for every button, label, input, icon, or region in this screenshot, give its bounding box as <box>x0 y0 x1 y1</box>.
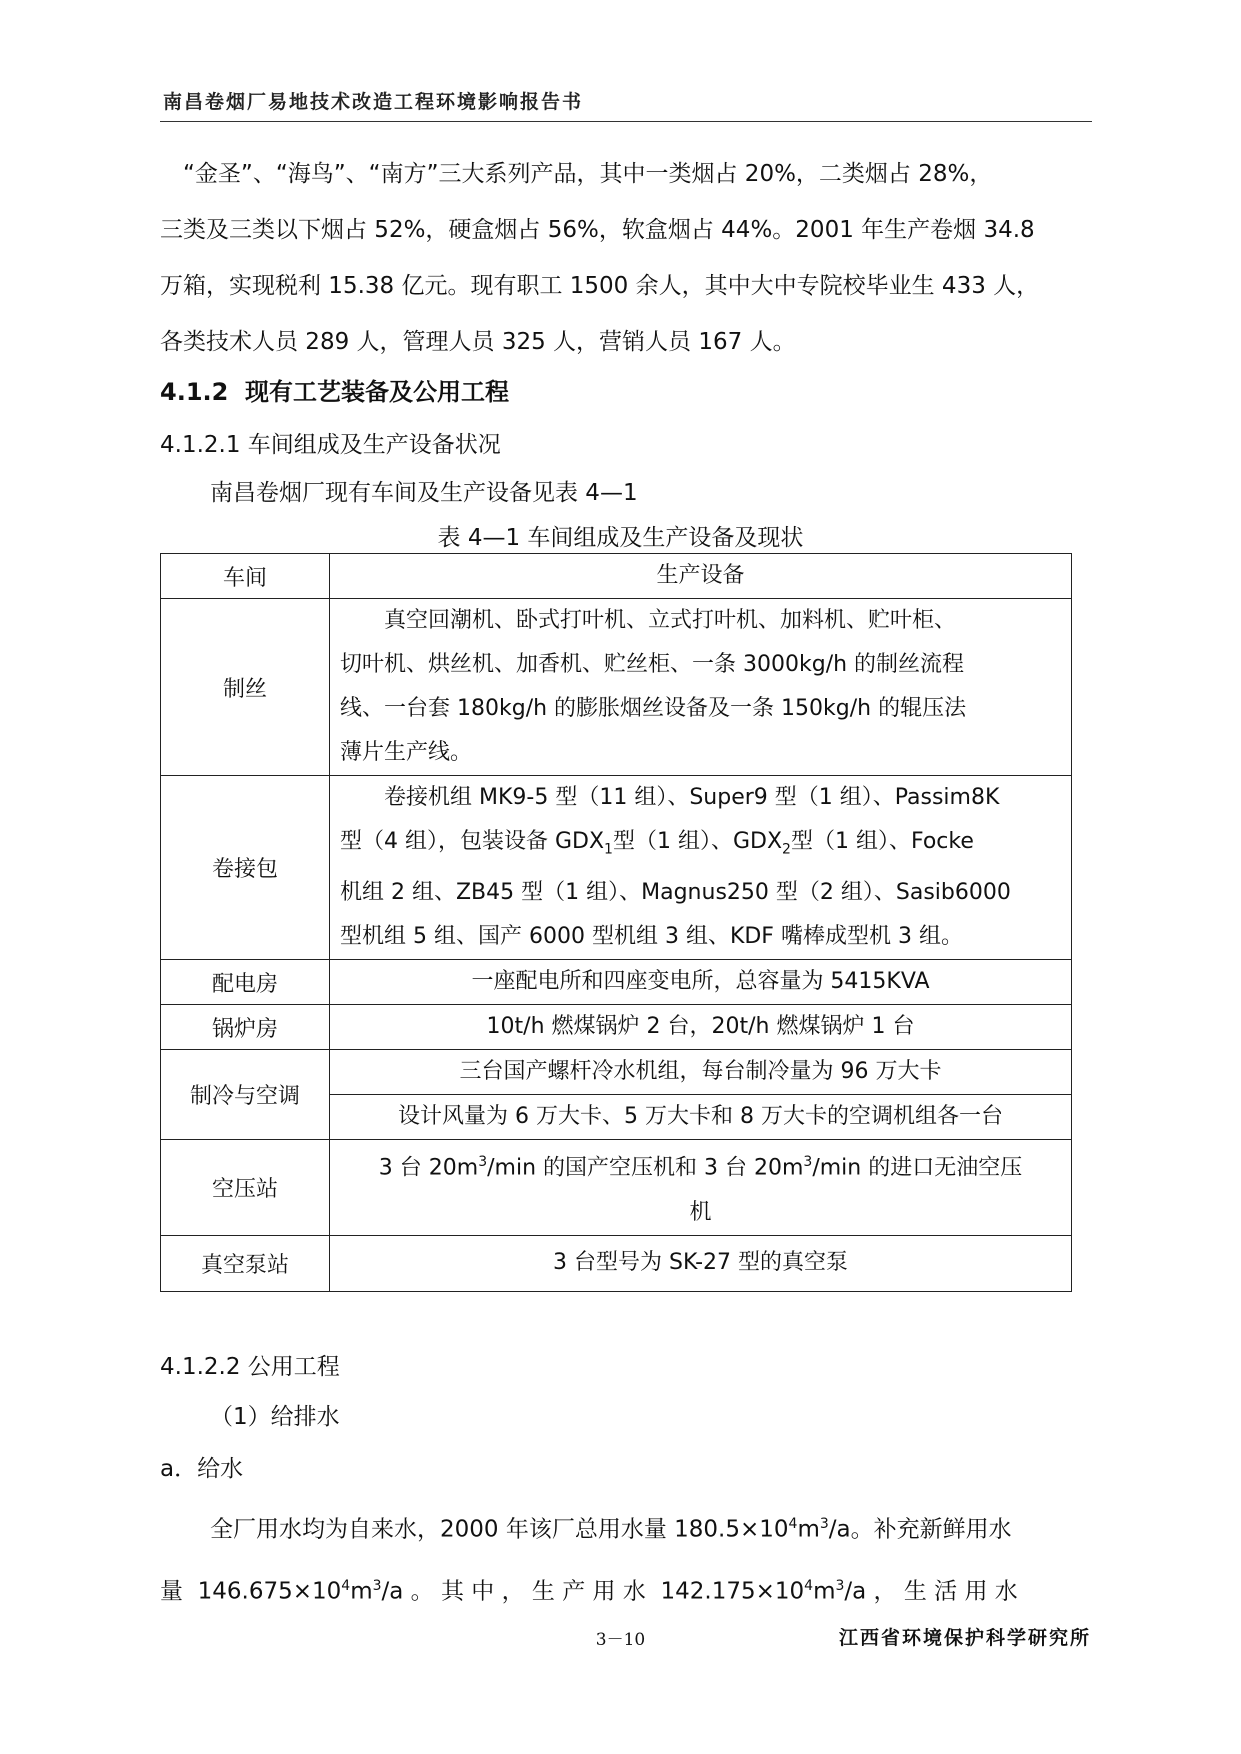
text-segment: /min 的国产空压机和 3 台 20m <box>487 1155 804 1181</box>
table-row <box>161 1235 1072 1291</box>
equipment-line: 卷接机组 MK9-5 型（11 组）、Super9 型（1 组）、Passim8K <box>384 785 1000 810</box>
equipment-line <box>340 1140 1061 1190</box>
text-segment: /min 的进口无油空压 <box>812 1155 1023 1181</box>
item-heading-water-supply: a．给水 <box>160 1456 244 1482</box>
workshop-name: 空压站 <box>161 1140 330 1235</box>
text-segment: /a 。 其 中 ， 生 产 用 水 142.175×10 <box>381 1578 805 1605</box>
workshop-name: 真空泵站 <box>161 1235 330 1291</box>
equipment-cell <box>330 776 1072 960</box>
workshop-name: 配电房 <box>161 960 330 1005</box>
superscript: 3 <box>803 1154 813 1171</box>
equipment-line: 薄片生产线。 <box>340 740 473 765</box>
equipment-line: 机 <box>689 1199 712 1225</box>
section-heading-4-1-2-2: 4.1.2.2 公用工程 <box>160 1354 340 1380</box>
intro-line: 各类技术人员 289 人，管理人员 325 人，营销人员 167 人。 <box>160 329 796 355</box>
text-segment: m <box>797 1516 820 1543</box>
superscript: 3 <box>819 1516 829 1532</box>
subscript: 2 <box>782 841 791 858</box>
equipment-cell <box>330 1140 1072 1235</box>
equipment-table <box>160 553 1072 1292</box>
table-reference-text: 南昌卷烟厂现有车间及生产设备见表 4—1 <box>210 480 638 506</box>
equipment-line <box>340 820 1061 871</box>
text-segment: 型（4 组），包装设备 GDX <box>340 829 605 854</box>
equipment-line: 切叶机、烘丝机、加香机、贮丝柜、一条 3000kg/h 的制丝流程 <box>340 652 965 677</box>
equipment-cell <box>330 599 1072 776</box>
document-header-title: 南昌卷烟厂易地技术改造工程环境影响报告书 <box>163 91 584 113</box>
header-equipment: 生产设备 <box>330 554 1072 599</box>
table-row <box>161 1050 1072 1095</box>
text-segment: /a ， 生 活 用 水 <box>844 1578 1018 1605</box>
header-divider <box>160 121 1092 122</box>
water-paragraph <box>160 1496 1092 1619</box>
footer-organization: 江西省环境保护科学研究所 <box>838 1627 1091 1649</box>
water-line <box>160 1558 1092 1620</box>
workshop-name: 锅炉房 <box>161 1005 330 1050</box>
equipment-cell: 10t/h 燃煤锅炉 2 台，20t/h 燃煤锅炉 1 台 <box>330 1005 1072 1050</box>
equipment-cell: 3 台型号为 SK-27 型的真空泵 <box>330 1235 1072 1291</box>
table-row <box>161 599 1072 776</box>
equipment-line: 线、一台套 180kg/h 的膨胀烟丝设备及一条 150kg/h 的辊压法 <box>340 696 967 721</box>
text-segment: 型（1 组）、GDX <box>612 829 783 854</box>
superscript: 4 <box>804 1577 814 1594</box>
section-heading-4-1-2: 4.1.2 现有工艺装备及公用工程 <box>160 378 510 406</box>
workshop-name: 制冷与空调 <box>161 1050 330 1140</box>
table-caption: 表 4—1 车间组成及生产设备及现状 <box>437 525 804 551</box>
item-heading-water-supply-drainage: （1）给排水 <box>210 1404 340 1430</box>
text-segment: 量 146.675×10 <box>160 1578 342 1605</box>
page-number: 3－10 <box>595 1630 646 1650</box>
subscript: 1 <box>604 841 613 858</box>
equipment-cell: 设计风量为 6 万大卡、5 万大卡和 8 万大卡的空调机组各一台 <box>330 1095 1072 1140</box>
text-segment: 3 台 20m <box>378 1155 479 1181</box>
section-heading-4-1-2-1: 4.1.2.1 车间组成及生产设备状况 <box>160 432 501 458</box>
text-segment: /a。补充新鲜用水 <box>828 1516 1012 1543</box>
table-row <box>161 960 1072 1005</box>
header-workshop: 车间 <box>161 554 330 599</box>
intro-line: 三类及三类以下烟占 52%，硬盒烟占 56%，软盒烟占 44%。2001 年生产卷烟 34.8 <box>160 217 1035 243</box>
intro-line: 万箱，实现税利 15.38 亿元。现有职工 1500 余人，其中大中专院校毕业生 433 人， <box>160 273 1040 299</box>
intro-paragraph <box>160 146 1092 370</box>
superscript: 4 <box>788 1516 798 1532</box>
text-segment: 型（1 组）、Focke <box>790 829 974 854</box>
table-header-row <box>161 554 1072 599</box>
superscript: 3 <box>835 1577 845 1594</box>
superscript: 4 <box>341 1577 351 1594</box>
intro-line: “金圣”、“海鸟”、“南方”三大系列产品，其中一类烟占 20%，二类烟占 28%， <box>183 161 993 187</box>
equipment-cell: 三台国产螺杆冷水机组，每台制冷量为 96 万大卡 <box>330 1050 1072 1095</box>
text-segment: m <box>813 1578 836 1605</box>
workshop-name: 卷接包 <box>161 776 330 960</box>
equipment-line: 型机组 5 组、国产 6000 型机组 3 组、KDF 嘴棒成型机 3 组。 <box>340 924 963 950</box>
table-row <box>161 1005 1072 1050</box>
text-segment: 全厂用水均为自来水，2000 年该厂总用水量 180.5×10 <box>210 1516 789 1543</box>
equipment-cell: 一座配电所和四座变电所，总容量为 5415KVA <box>330 960 1072 1005</box>
equipment-line: 真空回潮机、卧式打叶机、立式打叶机、加料机、贮叶柜、 <box>384 608 957 633</box>
superscript: 3 <box>478 1154 488 1171</box>
superscript: 3 <box>372 1577 382 1594</box>
table-row <box>161 1140 1072 1235</box>
table-row <box>161 776 1072 960</box>
text-segment: m <box>350 1578 373 1605</box>
equipment-line: 机组 2 组、ZB45 型（1 组）、Magnus250 型（2 组）、Sasib6000 <box>340 880 1011 906</box>
water-line <box>160 1496 1092 1558</box>
workshop-name: 制丝 <box>161 599 330 776</box>
